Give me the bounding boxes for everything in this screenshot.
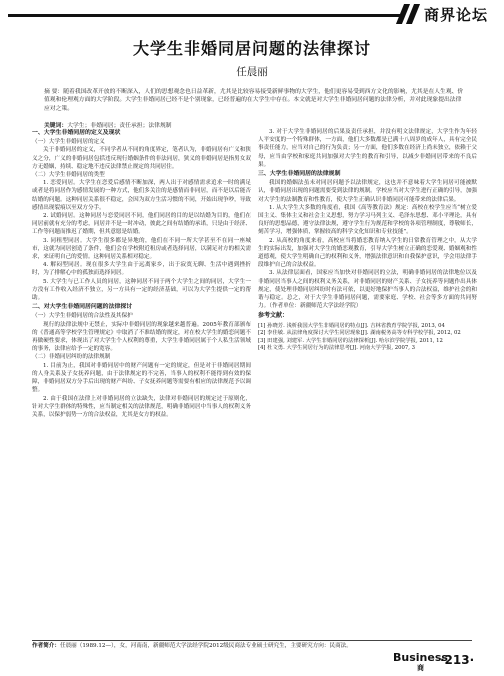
references-title: 参考文献： <box>258 312 289 320</box>
subsection-heading: （一）大学生非婚同居的定义 <box>32 139 105 146</box>
journal-header <box>0 0 504 30</box>
reference-item: [1] 孙晓芳. 浅析我国大学生非婚同居的特点[J]. 吉林省教育学院学报, 2013, 04 <box>258 322 445 329</box>
brand-name: Business <box>393 651 448 664</box>
journal-section-label: 商界论坛 <box>424 6 489 24</box>
section-heading: 三、大学生非婚同居的法律规制 <box>258 171 341 178</box>
reference-item: [4] 杜文勇. 大学生同居行为的法律思考[J]. 河南大学学报, 2007, 3 <box>258 345 415 352</box>
abstract: 摘 要：随着我国改革开放的不断深入，人们的思想观念也日益革新，尤其是比较容易接受新鲜事物的大学生，他们更容易受到西方文化的影响，尤其是在人生观、价值观和伦理观方面的大学阶段。大学生非婚同居已经不是个别现象，已经普遍的在大学生中存在。本文就是对大学生非婚同居问题的法律分析，并对此现象提出法律应对之策。 <box>44 89 464 112</box>
subsection-heading: （一）大学生非婚同居的合法性及其保护 <box>32 313 133 320</box>
header-rule <box>8 14 404 17</box>
subsection-heading: （二）大学生非婚同居的类型 <box>32 172 105 179</box>
paragraph: 1. 恋爱同居。大学生在恋爱后感情不断加深，两人出于对感情需求追求一时的满足或者是将同居作为感情发展的一种方式，他们多关注的是感情而非同居，而不是以后能否结婚的问题。这种同居关系很不稳定，会因为双方生活习惯的不同，开始出现争吵，导致感情出现裂痕以至双方分手。 <box>32 180 251 211</box>
section-heading: 二、对大学生非婚同居问题的法律探讨 <box>32 304 133 311</box>
section-heading: 一、大学生非婚同居的定义及现状 <box>32 130 121 136</box>
paragraph: 1. 从大学生大多数的角度看，我国《高等教育法》规定：高校在校学生应当“树立爱国主义、集体主义和社会主义思想，努力学习马列主义、毛泽东思想、邓小平理论，具有良好的思想品德，遵守法律法规，遵守学生行为规范和学校的各项管理制度，尊敬师长，刻苦学习，增强体质，掌握较高的科学文化知识和专业技能”。 <box>258 204 477 236</box>
page-number: ·213· <box>440 653 475 667</box>
paragraph: 现行的法律法规中无禁止，实际中非婚同居的现象越来越普遍。2005年教育部颁布的《普通高等学校学生管理规定》中取消了不准结婚的规定，对在校大学生的婚恋问题不再做硬性要求，体现出了对大学生个人权利的尊重，大学生非婚同居属于个人私生活领域的事务，法律应给予一定的宽容。 <box>32 321 251 353</box>
footnote-label: 作者简介： <box>32 643 60 649</box>
paragraph: 关于非婚同居的定义，不同学者从不同的角度界定，笔者认为，非婚同居有广义和狭义之分，广义的非婚同居包括违反现行婚姻条件的非法同居，狭义的非婚同居是指男女双方无婚姻，持续、稳定地不违反法律禁止规定的共同居住。 <box>32 147 251 170</box>
paragraph: 2. 试婚同居。这种同居与恋爱同居不同，他们同居的目的是以结婚为目的，他们在同居前就有充分的考虑，同居并不是一时冲动，彼此之间有结婚的承诺，只是由于经济、工作等问题而推迟了婚期，但其意愿是结婚。 <box>32 213 251 236</box>
right-column <box>258 128 477 628</box>
author-footnote <box>32 643 472 651</box>
footnote-rule <box>32 640 472 641</box>
article-title: 大学生非婚同居问题的法律探讨 <box>132 39 371 58</box>
keywords-value: 大学生；非婚同居；责任承担；法律规制 <box>67 123 172 129</box>
footnote-text: 任晨丽（1989.12—），女，河南南，新疆师范大学法经学院2012级民商法专业硕士研究生，主要研究方向：民商法。 <box>59 643 352 649</box>
reference-item: [2] 李佳敏. 从法律角度探讨大学生同居现象[J]. 湖南税务高等专科学校学报, 2012, 02 <box>258 330 461 337</box>
paragraph: 5. 大学生与已工作人员的同居，这种同居不同于两个大学生之间的同居，大学生一方没有工作收入经济不独立，另一方具有一定的经济基础，可以为大学生提供一定的帮助。 <box>32 278 251 302</box>
paragraph: 3. 对于大学生非婚同居的后果及责任承担，并没有明文法律规定，大学生作为年轻人平安度的一个特殊群体，一方面，他们大多数都是已满十八周岁的成年人，具有完全民事责任能力，应当对自己的行为负责；另一方面，他们多数在经济上尚未独立，依赖于父母，应当由学校和家庭共同加强对大学生的教育和引导，以减少非婚同居带来的不良后果。 <box>258 129 477 168</box>
subsection-heading: （二）非婚同居纠纷的法律规制 <box>32 354 111 361</box>
paragraph: 2. 从高校的角度来看，高校应当将婚恋教育纳入学生的日常教育管理之中，从大学生的实际出发，加强对大学生的婚恋观教育，引导大学生树立正确的恋爱观、婚姻观和性道德观，使大学生明确自己的权利和义务，增强法律意识和自我保护意识，学会用法律手段维护自己的合法权益。 <box>258 237 477 269</box>
paragraph: 2. 由于我国在法律上对非婚同居的立法缺失，法律对非婚同居的规定过于原则化，针对大学生群体的特殊性，应当制定相关的法律规范，明确非婚同居中当事人的权利义务关系，以保护弱势一方的合法权益，尤其是女方的权益。 <box>32 395 251 418</box>
paragraph: 3. 从法律层面看，国家应当加快对非婚同居的立法，明确非婚同居的法律地位以及非婚同居当事人之间的权利义务关系，对非婚同居的财产关系、子女抚养等问题作出具体规定，使处理非婚同居纠纷时有法可依，以更好地保护当事人的合法权益，维护社会的和谐与稳定。总之，对于大学生非婚同居问题，需要家庭、学校、社会等多方面的共同努力。（作者单位：新疆师范大学法经学院） <box>258 270 477 310</box>
paragraph: 3. 同租型同居。大学生很多都是异地的，他们在不同一所大学甚至不在同一座城市，这就为同居创造了条件，他们会在学校附近租房或者选择同居，以满足对方的相关需求，来证明自己的爱情。这种同居关系相对稳定。 <box>32 237 251 261</box>
paragraph: 1. 目前为止，我国对非婚同居中的财产问题有一定的规定，但是对于非婚同居期间的人身关系及子女抚养问题，由于法律规定的不完善，当事人的权利不能得到有效的保障，非婚同居双方分手后出现的财产纠纷、子女抚养问题等需要有相应的法律规范予以调整。 <box>32 362 251 394</box>
left-column <box>32 128 251 628</box>
keywords-label: 关键词： <box>44 123 68 129</box>
paragraph: 我国的婚姻法虽未对同居问题予以法律规定，这也并不意味着大学生同居可能被默认，非婚同居出现的问题需要受到法律的规制。学校应当对大学生进行正确的引导，加强对大学生的法制教育和性教育，使大学生正确认识非婚同居可能带来的法律后果。 <box>258 180 477 203</box>
author-name: 任晨丽 <box>236 66 268 78</box>
reference-item: [3] 田建强, 刘建军. 大学生非婚同居的法律探析[J]. 哈尔滨学院学报, 2011, 12 <box>258 337 443 344</box>
brand-sub: 商 <box>416 664 424 672</box>
paragraph: 4. 解闷型同居。现在很多大学生由于远离家乡，出于寂寞无聊、生活中遇到挫折时，为了排解心中的孤独而选择同居。 <box>32 262 251 277</box>
